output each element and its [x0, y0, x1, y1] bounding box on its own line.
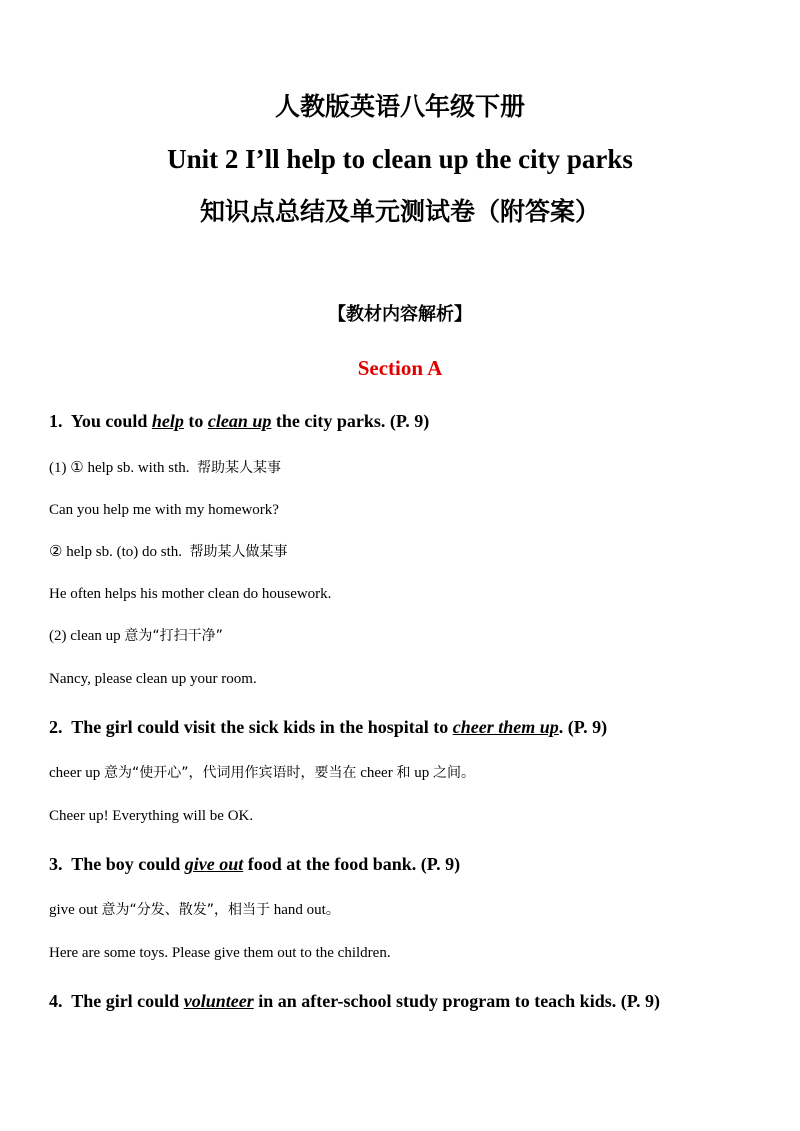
meaning: 。: [325, 902, 340, 918]
phrase: up: [414, 765, 430, 781]
item-text: . (P. 9): [558, 717, 608, 737]
meaning: 之间。: [432, 765, 475, 781]
item-3-heading: [49, 852, 460, 876]
meaning: 意为“打扫干净”: [124, 628, 223, 644]
meaning: 意为“分发、散发”，相当于: [101, 902, 271, 918]
keyword: volunteer: [183, 991, 254, 1011]
section-heading: Section A: [357, 356, 443, 380]
item-number: 4.: [49, 991, 63, 1011]
example-sentence: Can you help me with my homework?: [49, 502, 279, 518]
example-sentence: Nancy, please clean up your room.: [49, 671, 257, 687]
item-text: in an after-school study program to teach kids. (P. 9): [253, 991, 661, 1011]
item-text: the city parks. (P. 9): [271, 411, 430, 431]
keyword: clean up: [207, 411, 272, 431]
phrase: give out: [49, 902, 98, 918]
title-unit: Unit 2 I’ll help to clean up the city parks: [167, 144, 633, 174]
item-text: to: [183, 411, 208, 431]
note-line: [49, 542, 288, 562]
note-line: [49, 458, 281, 478]
item-number: 3.: [49, 854, 63, 874]
item-text: The boy could: [71, 854, 185, 874]
note-line: [49, 763, 475, 783]
item-number: 2.: [49, 717, 63, 737]
phrase: cheer up: [49, 765, 101, 781]
item-4-heading: [49, 989, 660, 1013]
materials-heading: 【教材内容解析】: [328, 304, 472, 325]
item-text: food at the food bank. (P. 9): [243, 854, 461, 874]
title-chinese: 人教版英语八年级下册: [274, 92, 525, 121]
item-text: You could: [70, 411, 152, 431]
example-sentence: He often helps his mother clean do housework.: [49, 586, 332, 602]
example-sentence: Here are some toys. Please give them out to the children.: [49, 945, 391, 961]
keyword: help: [151, 411, 184, 431]
phrase: (2) clean up: [49, 628, 121, 644]
meaning: 帮助某人做某事: [189, 544, 288, 560]
item-text: The girl could: [71, 991, 184, 1011]
example-sentence: Cheer up! Everything will be OK.: [49, 808, 254, 824]
item-number: 1.: [49, 411, 63, 431]
item-text: The girl could visit the sick kids in the hospital to: [71, 717, 453, 737]
phrase: ② help sb. (to) do sth.: [49, 544, 183, 560]
keyword: give out: [184, 854, 244, 874]
meaning: 帮助某人某事: [197, 460, 282, 476]
title-subtitle: 知识点总结及单元测试卷（附答案）: [199, 197, 600, 226]
item-2-heading: [49, 715, 607, 739]
note-line: [49, 900, 340, 920]
phrase: (1) ① help sb. with sth.: [49, 460, 190, 476]
phrase: hand out: [273, 902, 326, 918]
keyword: cheer them up: [452, 717, 559, 737]
meaning: 和: [396, 765, 411, 781]
phrase: cheer: [360, 765, 393, 781]
item-1-heading: [49, 409, 429, 433]
note-line: [49, 626, 223, 646]
meaning: 意为“使开心”，代词用作宾语时，要当在: [103, 765, 357, 781]
